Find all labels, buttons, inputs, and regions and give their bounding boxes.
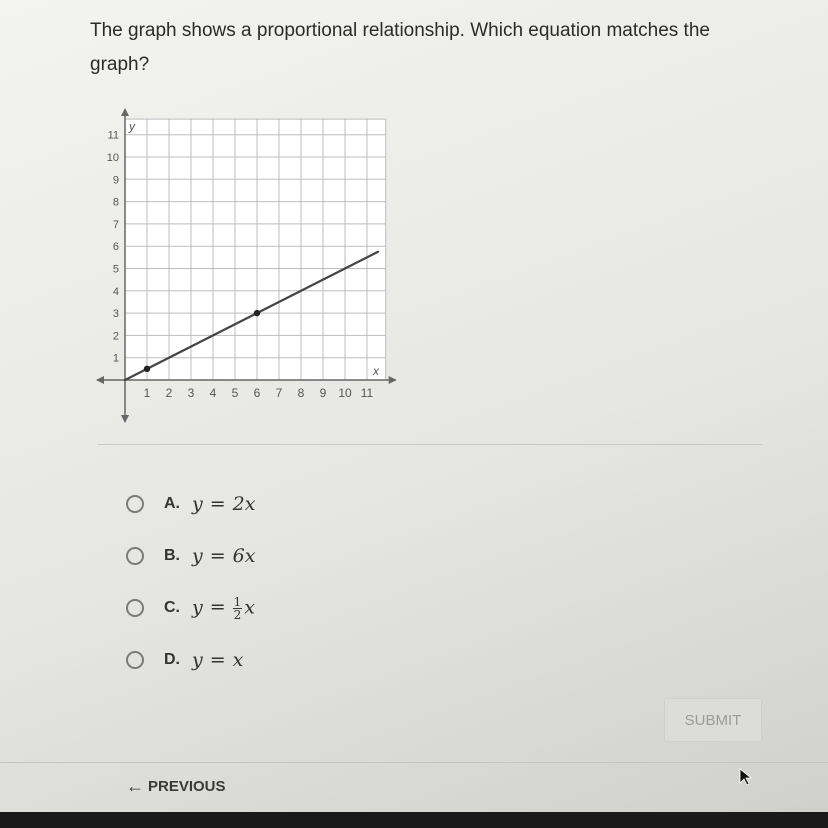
y-axis-arrow-down	[121, 415, 129, 423]
data-point	[144, 366, 150, 372]
x-tick-label: 3	[187, 386, 195, 400]
x-axis-arrow-right	[389, 376, 397, 384]
y-tick-label: 8	[112, 196, 119, 209]
option-c[interactable]	[126, 582, 255, 634]
footer-divider	[0, 762, 828, 763]
option-equation: y = 2x	[192, 493, 256, 515]
previous-label: PREVIOUS	[148, 777, 226, 795]
option-d[interactable]	[126, 634, 255, 686]
answer-options	[126, 478, 255, 686]
radio-b[interactable]	[126, 547, 144, 565]
x-tick-label: 11	[360, 386, 374, 400]
radio-c[interactable]	[126, 599, 144, 617]
x-tick-label: 2	[165, 386, 173, 400]
y-tick-label: 11	[107, 129, 119, 142]
question-text: The graph shows a proportional relationship. Which equation matches the graph?	[90, 20, 710, 75]
x-tick-label: 7	[275, 386, 283, 400]
previous-button[interactable]	[126, 774, 226, 798]
radio-a[interactable]	[126, 495, 144, 513]
option-a[interactable]	[126, 478, 255, 530]
y-tick-label: 3	[112, 308, 119, 321]
y-tick-label: 4	[112, 285, 119, 298]
x-tick-label: 4	[209, 386, 217, 400]
mouse-cursor-icon	[739, 768, 753, 786]
option-letter: C.	[164, 599, 180, 616]
y-tick-label: 7	[112, 218, 119, 231]
proportional-graph	[92, 104, 402, 429]
fraction: $\frac{1}{2}$	[233, 594, 242, 622]
y-tick-label: 1	[112, 352, 119, 365]
y-tick-label: 2	[112, 330, 119, 343]
data-point	[254, 310, 260, 316]
option-equation: y = $\frac{1}{2}$ x	[192, 594, 256, 622]
x-tick-label: 10	[338, 386, 352, 400]
option-equation: y = 6x	[192, 545, 256, 567]
option-letter: D.	[164, 651, 180, 668]
x-tick-label: 1	[143, 386, 151, 400]
x-tick-label: 8	[297, 386, 305, 400]
grid-background	[125, 119, 386, 380]
grid	[125, 119, 386, 380]
option-b[interactable]	[126, 530, 255, 582]
x-tick-label: 9	[319, 386, 327, 400]
option-letter: A.	[164, 495, 180, 512]
section-divider	[98, 444, 762, 445]
option-letter: B.	[164, 547, 180, 564]
x-tick-label: 5	[231, 386, 239, 400]
x-axis-arrow-left	[96, 376, 104, 384]
arrow-left-icon: ←	[126, 775, 144, 796]
y-tick-label: 5	[112, 263, 119, 276]
y-axis-arrow-up	[121, 108, 129, 116]
option-equation: y = x	[192, 649, 244, 671]
y-tick-label: 9	[112, 174, 119, 187]
screen-bottom-edge	[0, 812, 828, 828]
y-axis-label: y	[129, 119, 135, 134]
submit-button[interactable]: SUBMIT	[664, 698, 762, 742]
y-tick-label: 10	[106, 152, 119, 164]
x-tick-label: 6	[253, 386, 261, 400]
y-tick-label: 6	[112, 241, 119, 254]
x-axis-label: x	[373, 364, 379, 378]
radio-d[interactable]	[126, 651, 144, 669]
